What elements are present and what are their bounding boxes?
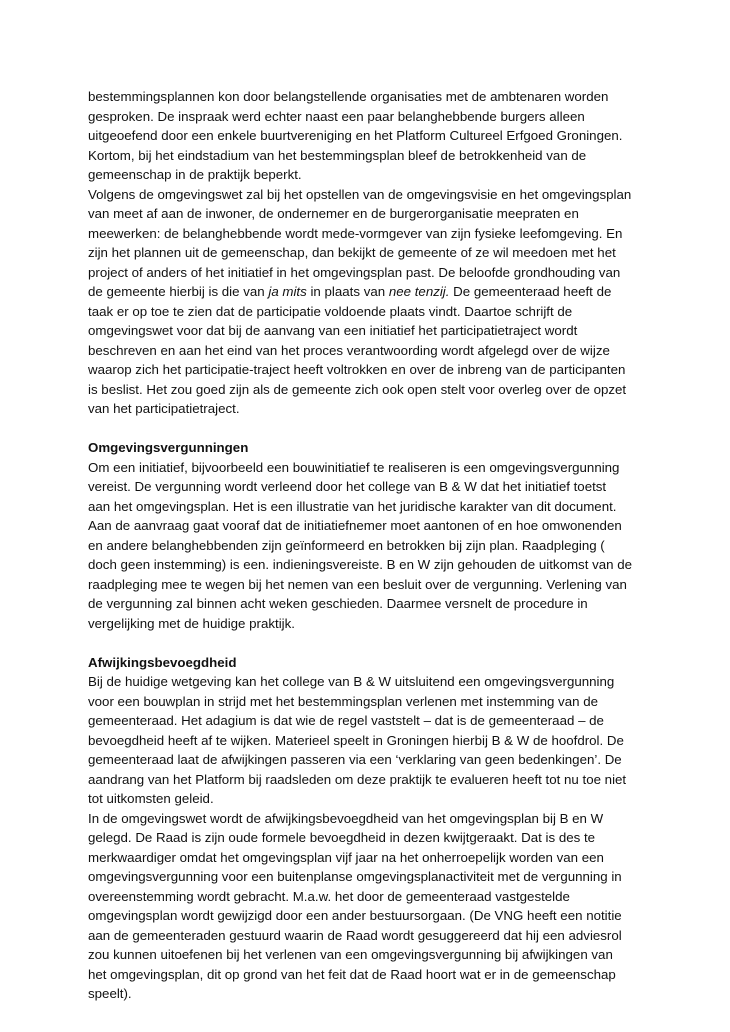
text-line: zijn het plannen uit de gemeenschap, dan bekijkt de gemeente of ze wil meedoen met het bbox=[88, 245, 616, 260]
text-line: speelt). bbox=[88, 986, 132, 1001]
italic-nee-tenzij: nee tenzij. bbox=[388, 284, 450, 299]
text-line: voor een bouwplan in strijd met het bestemmingsplan verlenen met instemming van de bbox=[88, 693, 598, 709]
line-segment: de gemeente hierbij is die van bbox=[88, 284, 269, 299]
omgevingsvergunningen-paragraph bbox=[88, 458, 648, 634]
line-segment: De gemeenteraad heeft de bbox=[449, 284, 612, 299]
text-line: waarop zich het participatie-traject heeft voltrokken en over de inbreng van de participanten bbox=[88, 362, 626, 377]
text-line: uitgeoefend door een enkele buurtvereniging en het Platform Cultureel Erfgoed Groningen. bbox=[88, 128, 623, 143]
text-line: is beslist. Het zou goed zijn als de gemeente zich ook open stelt voor overleg over de opzet bbox=[88, 381, 627, 397]
afwijking-omgevingswet-paragraph bbox=[88, 809, 648, 1004]
text-line: vereist. De vergunning wordt verleend door het college van B & W dat het initiatief toetst bbox=[88, 479, 607, 494]
text-line: gelegd. De Raad is zijn oude formele bevoegdheid in dezen kwijtgeraakt. Dat is des te bbox=[88, 830, 596, 845]
text-line: raadpleging mee te wegen bij het nemen van een besluit over de vergunning. Verlening van bbox=[88, 576, 627, 592]
text-line: project of anders of het initiatief in het omgevingsplan past. De beloofde grondhouding van bbox=[88, 264, 621, 280]
text-line: vergelijking met de huidige praktijk. bbox=[88, 615, 295, 631]
heading-afwijkingsbevoegdheid: Afwijkingsbevoegdheid bbox=[88, 654, 237, 670]
text-line: Kortom, bij het eindstadium van het bestemmingsplan bleef de betrokkenheid van de bbox=[88, 147, 587, 163]
italic-ja-mits: ja mits bbox=[268, 284, 307, 299]
text-line: Volgens de omgevingswet zal bij het opstellen van de omgevingsvisie en het omgevingsplan bbox=[88, 186, 632, 202]
text-line: van meet af aan de inwoner, de ondernemer en de burgerorganisatie meepraten en bbox=[88, 206, 579, 221]
document-page bbox=[88, 87, 648, 1004]
text-line: In de omgevingswet wordt de afwijkingsbevoegdheid van het omgevingsplan bij B en W bbox=[88, 810, 604, 826]
text-line: overeenstemming wordt gebracht. M.a.w. het door de gemeenteraad vastgestelde bbox=[88, 888, 570, 904]
text-line: aan de gemeenteraden gestuurd waarin de Raad wordt gesuggereerd dat hij een adviesrol bbox=[88, 927, 622, 943]
text-line: Om een initiatief, bijvoorbeeld een bouwinitiatief te realiseren is een omgevingsvergunning bbox=[88, 459, 620, 475]
text-line: tot uitkomsten geleid. bbox=[88, 791, 214, 806]
text-line: en andere belanghebbenden zijn geïnformeerd en betrokken bij zijn plan. Raadpleging ( bbox=[88, 537, 605, 553]
text-line: omgevingsplan wordt gewijzigd door een ander bestuursorgaan. (De VNG heeft een notitie bbox=[88, 908, 622, 923]
intro-paragraph bbox=[88, 87, 648, 185]
text-line-with-italics bbox=[88, 282, 648, 302]
line-segment: in plaats van bbox=[306, 284, 389, 299]
text-line: bestemmingsplannen kon door belangstellende organisaties met de ambtenaren worden bbox=[88, 89, 609, 104]
text-line: doch geen instemming) is een. indieningsvereiste. B en W zijn gehouden de uitkomst van de bbox=[88, 557, 633, 572]
text-line: zou kunnen uitoefenen bij het verlenen van een omgevingsvergunning bij afwijkingen van bbox=[88, 947, 613, 962]
afwijking-huidige-paragraph bbox=[88, 672, 648, 809]
heading-omgevingsvergunningen: Omgevingsvergunningen bbox=[88, 440, 249, 455]
text-line: gemeenschap in de praktijk beperkt. bbox=[88, 167, 302, 182]
omgevingswet-paragraph bbox=[88, 185, 648, 419]
paragraph-gap bbox=[88, 633, 648, 653]
text-line: omgevingsvergunning voor een buitenplanse omgevingsplanactiviteit met de vergunning in bbox=[88, 869, 622, 884]
text-line: gemeenteraad. Het adagium is dat wie de regel vaststelt – dat is de gemeenteraad – de bbox=[88, 713, 604, 728]
text-line: gemeenteraad laat de afwijkingen passeren via een ‘verklaring van geen bedenkingen’. De bbox=[88, 752, 622, 767]
text-line: gesproken. De inspraak werd echter naast een paar belanghebbende burgers alleen bbox=[88, 108, 585, 124]
text-line: de vergunning zal binnen acht weken geschieden. Daarmee versnelt de procedure in bbox=[88, 596, 588, 611]
text-line: bevoegdheid heeft af te wijken. Materieel speelt in Groningen hierbij B & W de hoofdrol. De bbox=[88, 732, 624, 748]
text-line: omgevingswet voor dat bij de aanvang van een initiatief het participatietraject wordt bbox=[88, 323, 578, 338]
text-line: beschreven en aan het eind van het proces verantwoording wordt afgelegd over de wijze bbox=[88, 342, 610, 358]
text-line: aandrang van het Platform bij raadsleden om deze praktijk te evalueren heeft tot nu toe niet bbox=[88, 771, 627, 787]
text-line: taak er op toe te zien dat de participatie voldoende plaats vindt. Daartoe schrijft de bbox=[88, 303, 573, 319]
text-line: van het participatietraject. bbox=[88, 401, 240, 416]
text-line: meewerken: de belanghebbende wordt mede-vormgever van zijn fysieke leefomgeving. En bbox=[88, 225, 623, 241]
text-line: het omgevingsplan, dit op grond van het feit dat de Raad hoort wat er in de gemeenschap bbox=[88, 966, 616, 982]
text-line: merkwaardiger omdat het omgevingsplan vijf jaar na het onherroepelijk worden van een bbox=[88, 849, 604, 865]
paragraph-gap bbox=[88, 419, 648, 439]
text-line: aan het omgevingsplan. Het is een illustratie van het juridische karakter van dit document. bbox=[88, 498, 617, 514]
text-line: Bij de huidige wetgeving kan het college van B & W uitsluitend een omgevingsvergunning bbox=[88, 674, 615, 689]
text-line: Aan de aanvraag gaat vooraf dat de initiatiefnemer moet aantonen of en hoe omwonenden bbox=[88, 518, 622, 533]
